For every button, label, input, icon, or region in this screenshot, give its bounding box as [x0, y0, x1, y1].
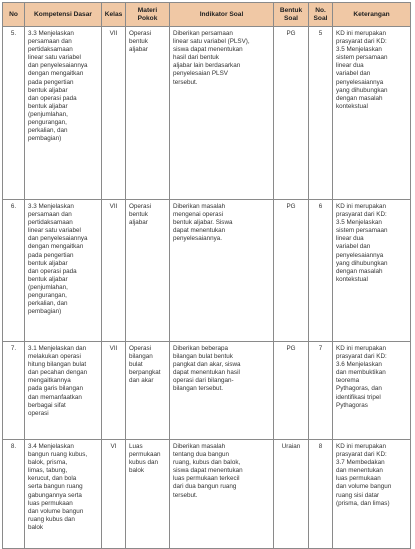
cell-text-line: pertidaksamaan: [28, 46, 73, 54]
cell-text-line: bentuk aljabar: [28, 86, 68, 94]
cell-text-line: bulat: [129, 361, 143, 369]
cell-text-line: siswa dapat menentukan: [173, 467, 243, 475]
cell-text-line: KD ini merupakan: [336, 203, 387, 210]
cell-text-line: Luas: [129, 443, 143, 450]
cell-kompetensi-dasar: [25, 440, 102, 549]
cell-text-line: kerucut, dan bola: [28, 475, 77, 483]
header-row: [3, 3, 411, 27]
cell-text-line: siswa dapat menentukan: [173, 46, 243, 54]
cell-text-line: dengan masalah: [336, 267, 383, 275]
cell-text-line: sistem persamaan: [336, 227, 388, 235]
cell-text-line: penyelesaian PLSV: [173, 70, 228, 78]
cell-text-line: bentuk aljabar. Siswa: [173, 219, 233, 227]
cell-text-line: balok: [129, 467, 145, 475]
cell-text-line: dari dua bangun ruang: [173, 483, 237, 491]
cell-text-line: dan operasi pada: [28, 94, 77, 102]
cell-materi-pokok: [126, 342, 170, 440]
cell-text-line: ruang kubus dan: [28, 515, 75, 523]
cell-no: 6.: [3, 200, 25, 342]
cell-indikator-soal: [170, 440, 274, 549]
cell-text-line: 3.3 Menjelaskan: [28, 30, 74, 37]
cell-text-line: KD ini merupakan: [336, 30, 387, 37]
cell-text-line: dapat menentukan: [173, 227, 226, 235]
cell-text-line: yang dihubungkan: [336, 259, 388, 267]
cell-indikator-soal: [170, 27, 274, 200]
cell-kompetensi-dasar: [25, 342, 102, 440]
cell-text-line: pangkat dan akar, siswa: [173, 361, 241, 369]
header-keterangan: Keterangan: [333, 3, 411, 27]
header-indikator-soal: Indikator Soal: [170, 3, 274, 27]
cell-text-line: aljabar lain berdasarkan: [173, 62, 241, 70]
cell-text-line: luas permukaan terkecil: [173, 475, 240, 483]
cell-text-line: identifikasi tripel: [336, 393, 381, 401]
cell-text-line: linear dua: [336, 235, 364, 243]
cell-text-line: Operasi: [129, 30, 152, 37]
cell-text-line: (penjumlahan,: [28, 283, 68, 291]
cell-text-line: Diberikan persamaan: [173, 30, 233, 37]
cell-text-line: balok: [28, 523, 44, 531]
cell-text-line: bentuk aljabar: [28, 259, 68, 267]
table-row: [3, 342, 411, 440]
cell-text-line: luas permukaan: [336, 475, 381, 483]
cell-text-line: bentuk aljabar: [28, 102, 68, 110]
cell-text-line: pembagian): [28, 308, 62, 316]
cell-text-line: Operasi: [129, 345, 152, 352]
cell-kompetensi-dasar: [25, 27, 102, 200]
cell-bentuk-soal: PG: [274, 200, 309, 342]
cell-text-line: bilangan tersebut.: [173, 385, 224, 393]
cell-text-line: gabungannya serta: [28, 491, 82, 499]
cell-text-line: berpangkat: [129, 369, 161, 377]
cell-text-line: KD ini merupakan: [336, 443, 387, 450]
cell-text-line: 3.5 Menjelaskan: [336, 219, 382, 227]
cell-text-line: serta bangun ruang: [28, 483, 83, 491]
cell-text-line: 3.1 Menjelaskan dan: [28, 345, 87, 352]
cell-no: 8.: [3, 440, 25, 549]
cell-text-line: dan menentukan: [336, 467, 383, 475]
cell-text-line: persamaan dan: [28, 38, 72, 46]
cell-text-line: mengenai operasi: [173, 211, 224, 219]
cell-no: 7.: [3, 342, 25, 440]
cell-materi-pokok: [126, 27, 170, 200]
cell-text-line: tersebut.: [173, 78, 198, 86]
cell-text-line: Pythagoras: [336, 401, 368, 409]
cell-text-line: pengurangan,: [28, 119, 67, 127]
cell-text-line: penyelesaiannya.: [173, 235, 223, 243]
cell-text-line: dan penyelesaiannya: [28, 235, 88, 243]
cell-text-line: tentang dua bangun: [173, 451, 230, 459]
cell-text-line: linear satu variabel: [28, 54, 81, 62]
cell-no: 5.: [3, 27, 25, 200]
cell-text-line: bentuk: [129, 38, 148, 46]
cell-text-line: melakukan operasi: [28, 353, 81, 361]
cell-text-line: permukaan: [129, 451, 161, 459]
cell-text-line: (penjumlahan,: [28, 110, 68, 118]
cell-no-soal: 5: [309, 27, 333, 200]
cell-text-line: 3.5 Menjelaskan: [336, 46, 382, 54]
cell-text-line: dan volume bangun: [336, 483, 392, 491]
cell-text-line: hasil dari bentuk: [173, 54, 219, 62]
cell-text-line: tersebut.: [173, 491, 198, 499]
cell-text-line: linear satu variabel: [28, 227, 81, 235]
cell-text-line: dengan mengaitkan: [28, 70, 84, 78]
cell-text-line: Pythagoras, dan: [336, 385, 382, 393]
table-header: [3, 3, 411, 27]
cell-text-line: dan akar: [129, 377, 154, 385]
cell-kompetensi-dasar: [25, 200, 102, 342]
cell-text-line: berbagai sifat: [28, 401, 66, 409]
cell-text-line: perkalian, dan: [28, 127, 68, 135]
kisi-kisi-table-container: [2, 2, 410, 549]
cell-text-line: Diberikan beberapa: [173, 345, 228, 352]
cell-text-line: bilangan: [129, 353, 153, 361]
cell-text-line: kontekstual: [336, 102, 368, 110]
cell-no-soal: 8: [309, 440, 333, 549]
table-row: [3, 440, 411, 549]
cell-text-line: linear satu variabel (PLSV),: [173, 38, 250, 46]
cell-text-line: dan penyelesaiannya: [28, 62, 88, 70]
cell-text-line: mengaitkannya: [28, 377, 71, 385]
cell-text-line: dapat menentukan hasil: [173, 369, 240, 377]
cell-keterangan: [333, 200, 411, 342]
cell-text-line: prasyarat dari KD:: [336, 353, 387, 361]
cell-text-line: bangun ruang kubus,: [28, 451, 88, 459]
cell-text-line: dan operasi pada: [28, 267, 77, 275]
cell-materi-pokok: [126, 440, 170, 549]
cell-text-line: 3.7 Membedakan: [336, 459, 385, 467]
cell-text-line: dan membuktikan: [336, 369, 386, 377]
cell-text-line: pembagian): [28, 135, 62, 143]
header-kelas: Kelas: [102, 3, 126, 27]
cell-text-line: Operasi: [129, 203, 152, 210]
cell-bentuk-soal: Uraian: [274, 440, 309, 549]
cell-text-line: persamaan dan: [28, 211, 72, 219]
cell-text-line: operasi dari bilangan-: [173, 377, 234, 385]
cell-text-line: aljabar: [129, 219, 148, 227]
cell-kelas: VII: [102, 342, 126, 440]
cell-materi-pokok: [126, 200, 170, 342]
cell-text-line: perkalian, dan: [28, 300, 68, 308]
cell-text-line: sistem persamaan: [336, 54, 388, 62]
cell-text-line: pada pengertian: [28, 78, 74, 86]
cell-text-line: yang dihubungkan: [336, 86, 388, 94]
cell-keterangan: [333, 27, 411, 200]
table-body: [3, 27, 411, 549]
cell-text-line: bilangan bulat bentuk: [173, 353, 233, 361]
cell-text-line: KD ini merupakan: [336, 345, 387, 352]
header-no-soal: No. Soal: [309, 3, 333, 27]
cell-text-line: ruang sisi datar: [336, 491, 380, 499]
cell-indikator-soal: [170, 342, 274, 440]
cell-text-line: luas permukaan: [28, 499, 73, 507]
cell-text-line: variabel dan: [336, 70, 371, 78]
cell-keterangan: [333, 440, 411, 549]
header-bentuk-soal: Bentuk Soal: [274, 3, 309, 27]
cell-text-line: dan memanfaatkan: [28, 393, 82, 401]
header-no: No: [3, 3, 25, 27]
cell-text-line: bentuk: [129, 211, 148, 219]
cell-no-soal: 7: [309, 342, 333, 440]
cell-no-soal: 6: [309, 200, 333, 342]
cell-text-line: ruang, kubus dan balok,: [173, 459, 241, 467]
table-row: [3, 200, 411, 342]
cell-text-line: variabel dan: [336, 243, 371, 251]
cell-text-line: prasyarat dari KD:: [336, 451, 387, 459]
cell-kelas: VII: [102, 27, 126, 200]
cell-bentuk-soal: PG: [274, 342, 309, 440]
cell-bentuk-soal: PG: [274, 27, 309, 200]
cell-text-line: operasi: [28, 409, 49, 417]
cell-text-line: 3.3 Menjelaskan: [28, 203, 74, 210]
cell-text-line: pada garis bilangan: [28, 385, 83, 393]
table-row: [3, 27, 411, 200]
cell-keterangan: [333, 342, 411, 440]
cell-text-line: limas, tabung,: [28, 467, 68, 475]
kisi-kisi-table: [2, 2, 411, 549]
cell-text-line: pada pengertian: [28, 251, 74, 259]
cell-text-line: dan volume bangun: [28, 507, 84, 515]
cell-text-line: linear dua: [336, 62, 364, 70]
header-materi-pokok: Materi Pokok: [126, 3, 170, 27]
cell-kelas: VII: [102, 200, 126, 342]
cell-text-line: hitung bilangan bulat: [28, 361, 87, 369]
cell-text-line: aljabar: [129, 46, 148, 54]
cell-text-line: dan pecahan dengan: [28, 369, 88, 377]
cell-text-line: balok, prisma,: [28, 459, 68, 467]
cell-text-line: Diberikan masalah: [173, 203, 226, 210]
cell-text-line: prasyarat dari KD:: [336, 211, 387, 219]
cell-text-line: penyelesaiannya: [336, 251, 384, 259]
cell-text-line: dengan mengaitkan: [28, 243, 84, 251]
cell-text-line: Diberikan masalah: [173, 443, 226, 450]
cell-text-line: teorema: [336, 377, 360, 385]
header-kompetensi-dasar: Kompetensi Dasar: [25, 3, 102, 27]
cell-text-line: pengurangan,: [28, 292, 67, 300]
cell-kelas: VI: [102, 440, 126, 549]
cell-text-line: prasyarat dari KD:: [336, 38, 387, 46]
cell-text-line: dengan masalah: [336, 94, 383, 102]
cell-indikator-soal: [170, 200, 274, 342]
cell-text-line: 3.6 Menjelaskan: [336, 361, 382, 369]
cell-text-line: penyelesaiannya: [336, 78, 384, 86]
cell-text-line: (prisma, dan limas): [336, 499, 390, 507]
cell-text-line: pertidaksamaan: [28, 219, 73, 227]
cell-text-line: kontekstual: [336, 275, 368, 283]
cell-text-line: kubus dan: [129, 459, 159, 467]
cell-text-line: 3.4 Menjelaskan: [28, 443, 74, 450]
cell-text-line: bentuk aljabar: [28, 275, 68, 283]
